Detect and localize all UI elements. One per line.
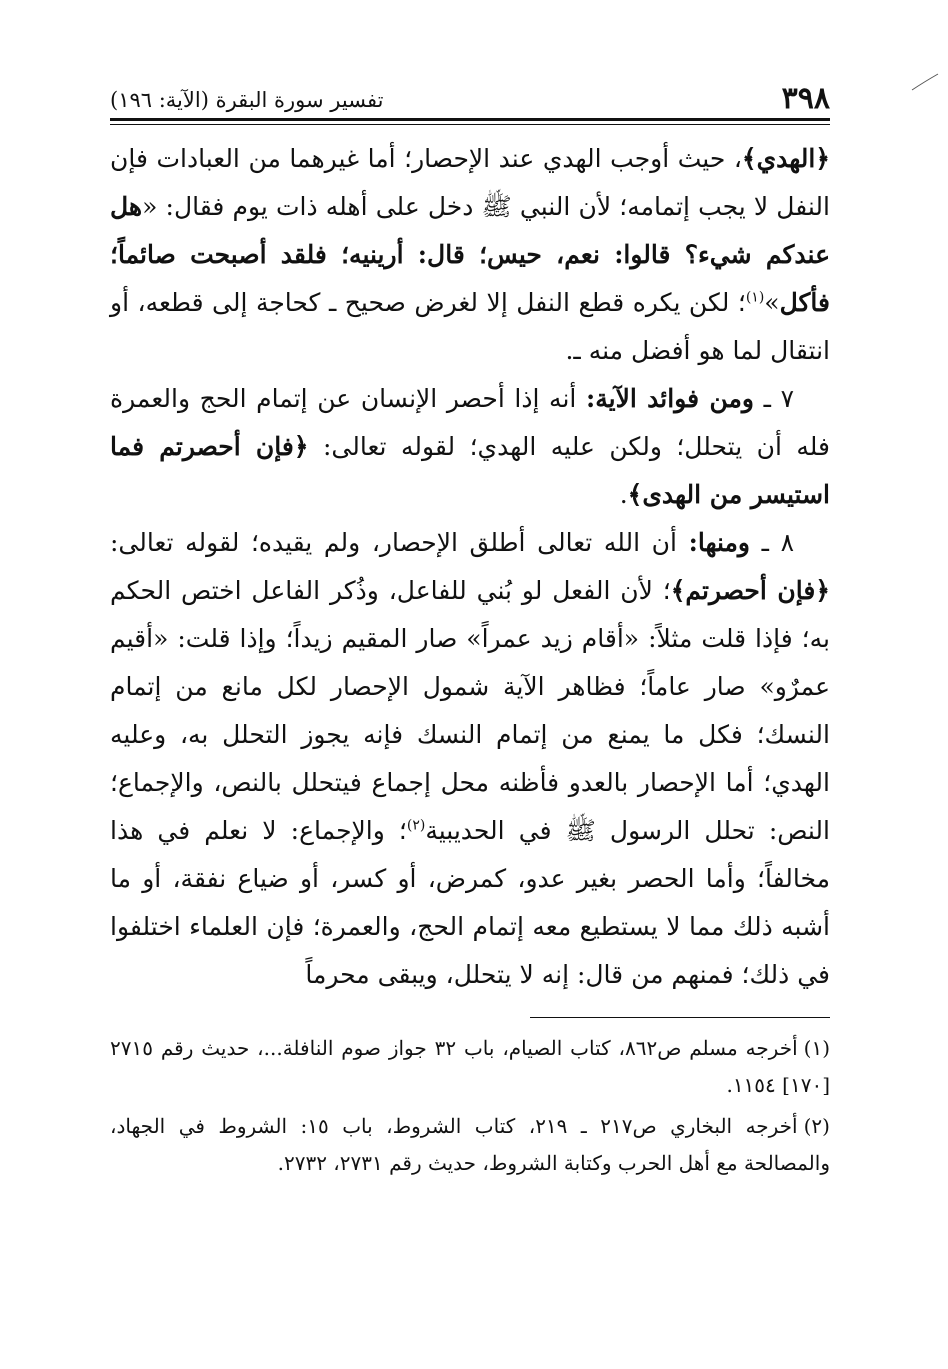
section-heading: ومنها: xyxy=(688,528,750,557)
paragraph-2 xyxy=(110,375,830,519)
page-edge-mark xyxy=(910,72,940,92)
hadith-quote: هل عندكم شيء؟ قالوا: نعم، حيس؛ قال: أرينيه؛ فلقد أصبحت صائماً؛ فأكل xyxy=(110,192,830,317)
footnote-text: أخرجه مسلم ص٨٦٢، كتاب الصيام، باب ٣٢ جواز صوم النافلة...، حديث رقم ٢٧١٥ [١٧٠] ١١٥٤. xyxy=(110,1036,830,1097)
page-number: ٣٩٨ xyxy=(781,81,830,116)
quran-quote: ﴿ الهدي ﴾ xyxy=(742,144,830,173)
footnote-text: أخرجه البخاري ص٢١٧ ـ ٢١٩، كتاب الشروط، باب ١٥: الشروط في الجهاد، والمصالحة مع أهل الحرب وكتابة الشروط، حديث رقم ٢٧٣١، ٢٧٣٢. xyxy=(110,1114,830,1175)
text-run: أنه إذا أحصر الإنسان عن إتمام الحج والعمرة فله أن يتحلل؛ ولكن عليه الهدي؛ لقوله تعالى: xyxy=(110,384,830,461)
quran-quote: ﴿ فإن أحصرتم ﴾ xyxy=(671,576,830,605)
footnote-number: (١) xyxy=(803,1036,831,1060)
text-run: ؛ والإجماع: لا نعلم في هذا مخالفاً؛ وأما الحصر بغير عدو، كمرض، أو كسر، أو ضياع نفقة، أو ما أشبه ذلك مما لا يستطيع معه إتمام الحج، والعمرة؛ فإن العلماء اختلفوا في ذلك؛ فمنهم من قال: إنه لا يتحلل، ويبقى محرماً xyxy=(110,816,830,989)
item-number: ٧ ـ xyxy=(753,384,794,413)
footnote-2 xyxy=(110,1108,830,1182)
text-run: ؛ لأن الفعل لو بُني للفاعل، وذُكر الفاعل اختص الحكم به؛ فإذا قلت مثلاً: «أقام زيد عمراً» صار المقيم زيداً؛ وإذا قلت: «أقيم عمرٌو» صار عاماً؛ فظاهر الآية شمول الإحصار لكل مانع من إتمام النسك؛ فكل ما يمنع من إتمام النسك فإنه يجوز التحلل به، وعليه الهدي؛ أما الإحصار بالعدو فأظنه محل إجماع فيتحلل بالنص، والإجماع؛ النص: تحلل الرسول ﷺ في الحديبية xyxy=(110,576,830,845)
text-run: » xyxy=(764,288,780,317)
section-heading: ومن فوائد الآية: xyxy=(586,384,754,413)
text-run: . xyxy=(619,480,628,509)
footnote-ref-2[interactable]: (٢) xyxy=(406,817,426,834)
paragraph-3 xyxy=(110,519,830,999)
footnote-number: (٢) xyxy=(803,1114,830,1138)
page-header xyxy=(110,70,830,118)
footnote-separator xyxy=(530,1017,830,1018)
running-title: تفسير سورة البقرة (الآية: ١٩٦) xyxy=(110,88,384,112)
quran-quote: ﴿ فإن أحصرتم فما استيسر من الهدى ﴾ xyxy=(110,432,830,509)
footnote-1 xyxy=(110,1030,830,1104)
header-rule xyxy=(110,118,830,125)
book-page xyxy=(110,70,830,1186)
text-run: ، حيث أوجب الهدي عند الإحصار؛ أما غيرهما من العبادات فإن النفل لا يجب إتمامه؛ لأن النبي ﷺ دخل على أهله ذات يوم فقال: « xyxy=(110,144,830,221)
paragraph-1 xyxy=(110,135,830,375)
footnotes xyxy=(110,1030,830,1182)
item-number: ٨ ـ xyxy=(750,528,794,557)
footnote-ref-1[interactable]: (١) xyxy=(745,289,765,306)
text-run: أن الله تعالى أطلق الإحصار، ولم يقيده؛ لقوله تعالى: xyxy=(110,528,689,557)
main-text xyxy=(110,135,830,999)
text-run: ؛ لكن يكره قطع النفل إلا لغرض صحيح ـ كحاجة إلى قطعه، أو انتقال لما هو أفضل منه ـ. xyxy=(110,288,830,365)
